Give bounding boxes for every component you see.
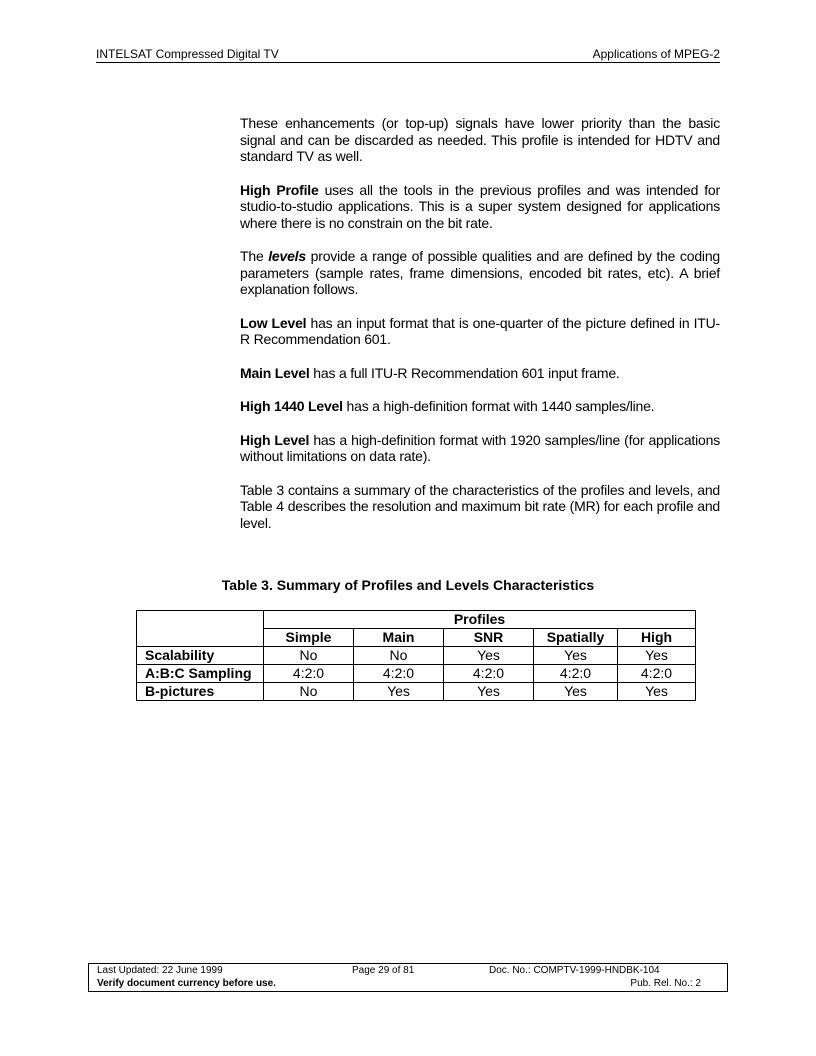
row-header: Scalability xyxy=(137,647,264,665)
paragraph-text: provide a range of possible qualities and are defined by the coding parameters (sample rates, frame dimensions, encoded bit rates, etc). A brief explanation follows. xyxy=(240,248,720,297)
table-cell: Yes xyxy=(534,647,618,665)
paragraph-text: has a high-definition format with 1920 samples/line (for applications without limitations on data rate). xyxy=(240,431,720,464)
page-number: Page 29 of 81 xyxy=(352,965,415,976)
table-row xyxy=(137,665,696,683)
paragraph xyxy=(240,115,720,165)
paragraph xyxy=(240,482,720,532)
paragraph-text: has a high-definition format with 1440 samples/line. xyxy=(342,398,655,414)
table-cell: Yes xyxy=(444,647,534,665)
table-cell: Yes xyxy=(618,647,696,665)
body-text xyxy=(240,115,720,548)
paragraph xyxy=(240,315,720,348)
table-corner-cell xyxy=(137,611,264,647)
term-main-level: Main Level xyxy=(240,364,310,381)
header-title: INTELSAT Compressed Digital TV xyxy=(96,47,279,61)
table-cell: 4:2:0 xyxy=(444,665,534,683)
table-row xyxy=(137,647,696,665)
table-cell: Yes xyxy=(618,683,696,701)
table-cell: Yes xyxy=(534,683,618,701)
column-header: Spatially xyxy=(534,629,618,647)
column-header: High xyxy=(618,629,696,647)
table-cell: Yes xyxy=(444,683,534,701)
term-low-level: Low Level xyxy=(240,314,307,331)
paragraph-text: Table 3 contains a summary of the characteristics of the profiles and levels, and Table 4 describes the resolution and maximum bit rate (MR) for each profile and level. xyxy=(240,481,720,531)
column-header: SNR xyxy=(444,629,534,647)
paragraph xyxy=(240,248,720,298)
term-high-level: High Level xyxy=(240,431,310,448)
paragraph xyxy=(240,432,720,465)
paragraph-text: has an input format that is one-quarter of the picture defined in ITU-R Recommendation 601. xyxy=(240,314,720,347)
paragraph-text: has a full ITU-R Recommendation 601 input frame. xyxy=(309,364,620,381)
table-cell: No xyxy=(264,683,354,701)
table-cell: Yes xyxy=(354,683,444,701)
term-high-1440-level: High 1440 Level xyxy=(240,398,343,414)
term-levels: levels xyxy=(268,248,306,264)
table-caption: Table 3. Summary of Profiles and Levels Characteristics xyxy=(221,577,595,593)
profiles-table xyxy=(136,610,696,701)
verify-notice: Verify document currency before use. xyxy=(97,978,276,989)
profiles-group-header: Profiles xyxy=(264,611,696,629)
row-header: A:B:C Sampling xyxy=(137,665,264,683)
header-section: Applications of MPEG-2 xyxy=(592,47,720,61)
page-footer xyxy=(88,963,728,992)
column-header: Simple xyxy=(264,629,354,647)
table-cell: 4:2:0 xyxy=(618,665,696,683)
paragraph xyxy=(240,182,720,232)
page-header xyxy=(96,46,720,63)
column-header: Main xyxy=(354,629,444,647)
document-number: Doc. No.: COMPTV-1999-HNDBK-104 xyxy=(489,965,660,976)
table-cell: 4:2:0 xyxy=(264,665,354,683)
table-cell: 4:2:0 xyxy=(354,665,444,683)
table-cell: No xyxy=(264,647,354,665)
row-header: B-pictures xyxy=(137,683,264,701)
paragraph xyxy=(240,398,720,415)
table-row xyxy=(137,683,696,701)
publication-release: Pub. Rel. No.: 2 xyxy=(630,978,701,989)
paragraph-text: The xyxy=(240,248,269,264)
term-high-profile: High Profile xyxy=(240,181,319,198)
table-cell: No xyxy=(354,647,444,665)
table-cell: 4:2:0 xyxy=(534,665,618,683)
paragraph-text: These enhancements (or top-up) signals have lower priority than the basic signal and can be discarded as needed. This profile is intended for HDTV and standard TV as well. xyxy=(240,115,720,164)
paragraph-text: uses all the tools in the previous profiles and was intended for studio-to-studio applications. This is a super system designed for applications where there is no constrain on the bit rate. xyxy=(240,181,720,231)
last-updated: Last Updated: 22 June 1999 xyxy=(97,965,223,976)
paragraph xyxy=(240,365,720,382)
